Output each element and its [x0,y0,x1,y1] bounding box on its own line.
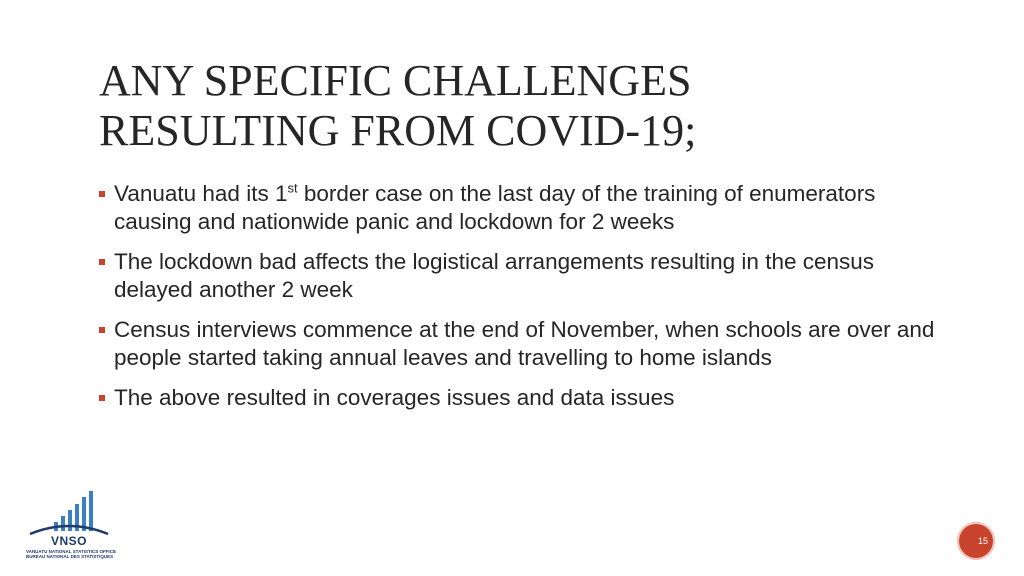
bullet-item-2 [99,248,939,304]
bullet-1-text-before: Vanuatu had its 1 [114,181,288,206]
bullet-2-text: The lockdown bad affects the logistical arrangements resulting in the census delayed another 2 week [114,249,875,302]
bullet-1-text-after: border case on the last day of the training of enumerators causing and nationwide panic and lockdown for 2 weeks [114,181,876,234]
square-bullet-icon [99,259,105,265]
bullet-item-3 [99,316,939,372]
title-line-2: RESULTING FROM COVID-19; [99,106,697,155]
bullet-list [99,180,939,424]
bullet-4-text: The above resulted in coverages issues and data issues [114,385,675,410]
bullet-1-superscript: st [287,180,298,196]
logo-name: VNSO [50,534,87,548]
logo-subtitle-2: BUREAU NATIONAL DES STATISTIQUES [26,554,114,559]
vnso-logo [26,488,116,564]
logo-subtitle-1: VANUATU NATIONAL STATISTICS OFFICE [26,549,116,554]
title-line-1: ANY SPECIFIC CHALLENGES [99,56,692,105]
square-bullet-icon [99,191,105,197]
square-bullet-icon [99,327,105,333]
page-number-badge: 15 [957,522,995,560]
bullet-item-4 [99,384,939,412]
bullet-item-1 [99,180,939,236]
vnso-bars-icon [26,488,112,536]
square-bullet-icon [99,395,105,401]
slide-title [99,56,939,156]
bullet-3-text: Census interviews commence at the end of November, when schools are over and people started taking annual leaves and travelling to home islands [114,317,935,370]
